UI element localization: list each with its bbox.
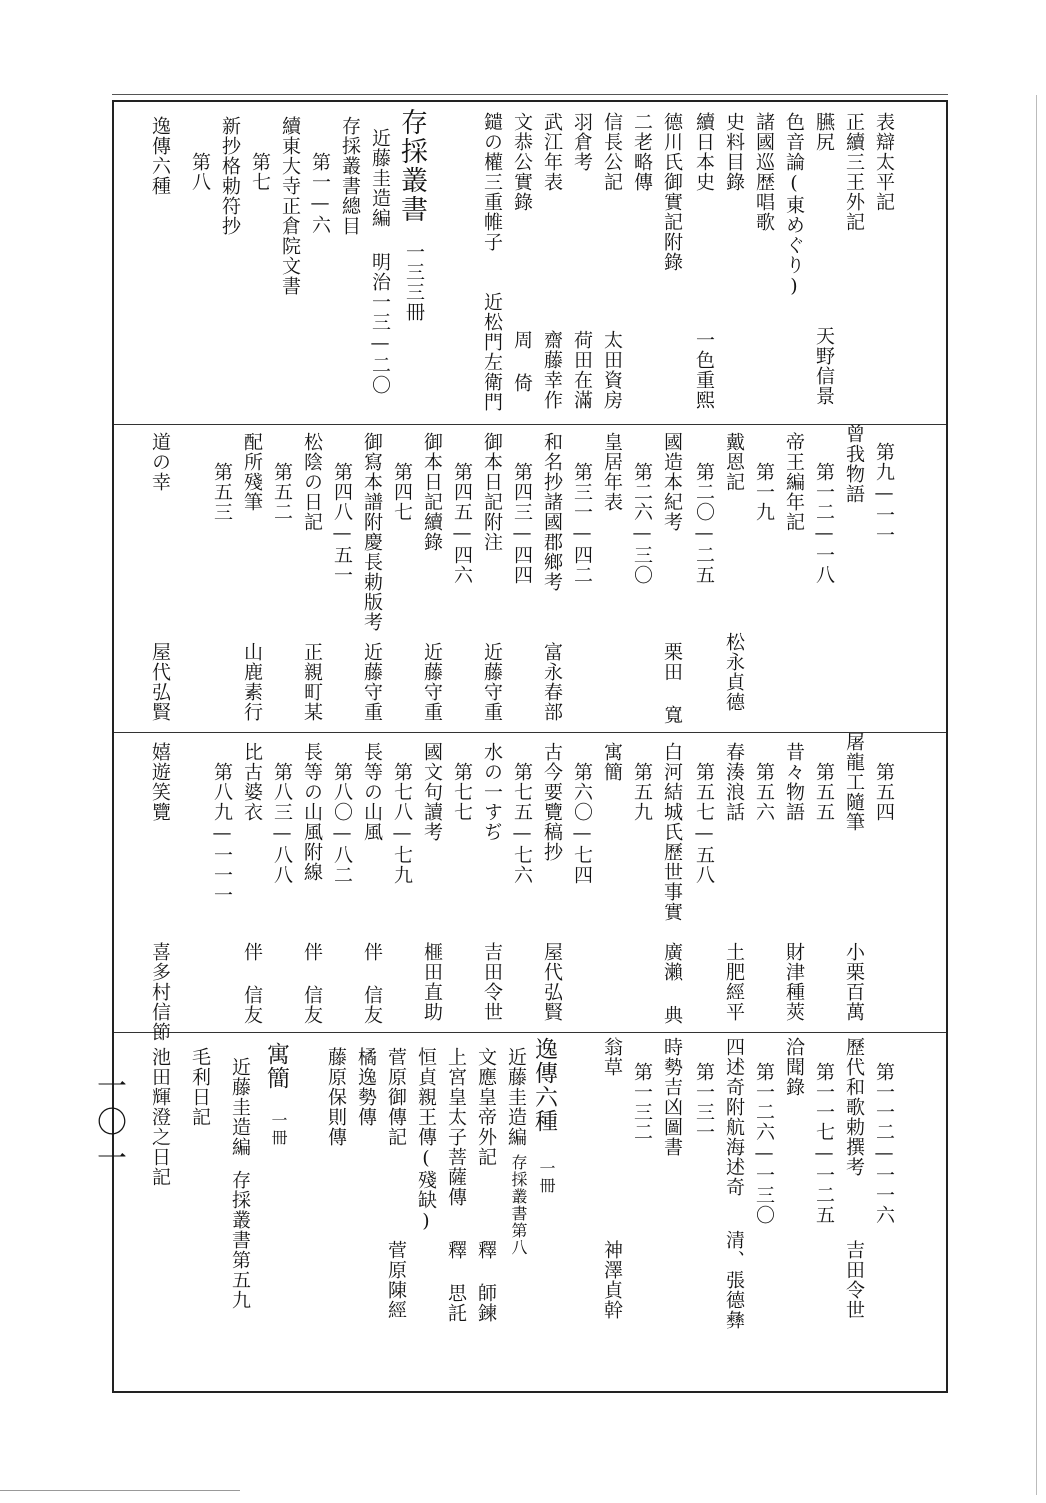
band3-entry: 第五七—五八 [693,762,715,885]
band2-entry: 曾我物語 [843,424,865,504]
band2-author: 松永貞德 [723,632,745,712]
band4-entry: 第一三一 [693,1062,715,1142]
band3-entry: 寓簡 [601,742,623,782]
band2-entry: 和名抄諸國郡鄉考 [541,432,563,592]
band3-entry: 嬉遊笑覽 [149,742,171,822]
band3-author: 小栗百萬 [843,942,865,1022]
top-rule [112,94,948,95]
band4-entry: 菅原御傳記 [385,1047,407,1147]
band1-entry: 近藤圭造編 [369,128,391,228]
band3-author: 伴 信友 [301,942,323,1025]
band1-entry: 武江年表 [541,112,563,192]
volume-count: 一冊 [269,1112,288,1146]
band3-author: 伴 信友 [361,942,383,1025]
band4-entry: 歷代和歌勅撰考 [843,1037,865,1177]
band3-entry: 國文句讀考 [421,742,443,842]
band2-entry: 戴恩記 [723,432,745,492]
band3-author: 土肥經平 [723,942,745,1022]
band1-entry: 文恭公實錄 [511,112,533,212]
band-separator [114,732,946,733]
band2-entry: 第四八—五一 [331,462,353,585]
band3-author: 吉田令世 [481,942,503,1022]
band2-entry: 第一二—一八 [813,462,835,585]
band4-entry: 毛利日記 [189,1047,211,1127]
band1-entry: 第七 [249,152,271,192]
band4-entry: 橘逸勢傳 [355,1047,377,1127]
band3-entry: 第五六 [753,762,775,822]
band4-entry: 近藤圭造編 [505,1047,527,1147]
band-separator [114,424,946,425]
band4-author: 神澤貞幹 [601,1240,623,1320]
series-title: 存採叢書 [396,108,427,224]
band2-entry: 第九—一一 [873,442,895,545]
band1-entry: 史料目錄 [723,112,745,192]
band2-entry: 道の幸 [149,432,171,492]
band4-author: 清、張德彝 [723,1230,745,1330]
band1-author: 齋藤幸作 [541,330,563,410]
band3-entry: 屠龍工隨筆 [843,732,865,832]
band3-entry: 長等の山風 [361,742,383,842]
band1-entry: 第八 [189,152,211,192]
band2-author: 近藤守重 [481,642,503,722]
band4-author: 吉田令世 [843,1240,865,1320]
band2-entry: 第三一—四二 [571,462,593,585]
band4-entry: 藤原保則傳 [325,1047,347,1147]
band2-entry: 第一九 [753,462,775,522]
bottom-edge-line [0,1490,240,1491]
band1-entry: 明治一三—二〇 [369,252,391,395]
band2-author: 栗田 寬 [661,642,683,725]
band4-author: 釋 師鍊 [475,1240,497,1323]
band1-author: 天野信景 [813,326,835,406]
volume-count: 一冊 [537,1160,556,1194]
band4-entry: 第一二六—一三〇 [753,1062,775,1225]
band1-author: 周 倚 [511,330,533,393]
band3-entry: 第八〇—八二 [331,762,353,885]
band3-entry: 第八三—八八 [271,762,293,885]
band3-entry: 比古婆衣 [241,742,263,822]
page-frame [112,100,948,1393]
band1-entry: 新抄格勅符抄 [219,116,241,236]
band4-entry: 上宮皇太子菩薩傳 [445,1047,467,1207]
band3-entry: 第五五 [813,762,835,822]
band1-entry: 信長公記 [601,112,623,192]
band3-entry: 長等の山風附線 [301,742,323,882]
band3-entry: 第五九 [631,762,653,822]
band2-entry: 皇居年表 [601,432,623,512]
band2-entry: 國造本紀考 [661,432,683,532]
band2-entry: 第五二 [271,462,293,522]
band1-author: 一色重熙 [693,330,715,410]
band3-entry: 水の一すぢ [481,742,503,842]
subseries-title: 寓簡 [263,1042,289,1090]
subseries-title: 逸傳六種 [531,1037,557,1133]
band2-entry: 御本日記附注 [481,432,503,552]
band4-entry: 存採叢書第五九 [229,1170,251,1310]
band2-entry: 第二〇—二五 [693,462,715,585]
band-separator [114,1032,946,1033]
band2-entry: 松陰の日記 [301,432,323,532]
band3-author: 喜多村信節 [149,942,171,1042]
band4-entry: 第一三二 [631,1062,653,1142]
band1-entry: 鑓の權三重帷子 [481,112,503,252]
band2-author: 近藤守重 [361,642,383,722]
band4-entry: 洽聞錄 [783,1037,805,1097]
band3-entry: 第七五—七六 [511,762,533,885]
band1-entry: 續東大寺正倉院文書 [279,116,301,296]
band3-entry: 古今要覽稿抄 [541,742,563,862]
band4-entry: 存採叢書第八 [509,1154,528,1256]
band1-author: 近松門左衛門 [481,292,503,412]
band1-entry: 二老略傳 [631,112,653,192]
band4-entry: 第一一七—一二五 [813,1062,835,1225]
band2-entry: 帝王編年記 [783,432,805,532]
band4-entry: 文應皇帝外記 [475,1047,497,1167]
page-number: 一〇一 [91,1070,126,1178]
band1-entry: 存採叢書總目 [339,116,361,236]
band2-entry: 第四三—四四 [511,462,533,585]
band3-entry: 昔々物語 [783,742,805,822]
band1-author: 太田資房 [601,330,623,410]
right-edge-line [1036,95,1037,1495]
band2-entry: 第五三 [211,462,233,522]
band4-entry: 恒貞親王傳(殘缺) [415,1047,437,1233]
band3-author: 財津種莢 [783,942,805,1022]
band2-entry: 第二六—三〇 [631,462,653,585]
band3-author: 屋代弘賢 [541,942,563,1022]
band2-entry: 御本日記續錄 [421,432,443,552]
band4-entry: 池田輝澄之日記 [149,1047,171,1187]
band2-entry: 第四五—四六 [451,462,473,585]
band1-entry: 第一—六 [309,152,331,235]
band3-entry: 第五四 [873,762,895,822]
band3-author: 伴 信友 [241,942,263,1025]
band3-entry: 春湊浪話 [723,742,745,822]
band3-entry: 第七八—七九 [391,762,413,885]
band2-author: 山鹿素行 [241,642,263,722]
band1-entry: 臙尻 [813,112,835,152]
band3-entry: 第八九—一一一 [211,762,233,905]
band1-entry: 表辯太平記 [873,112,895,212]
band1-entry: 一三三冊 [403,242,425,322]
band1-entry: 諸國巡歴唱歌 [753,112,775,232]
band1-entry: 逸傳六種 [149,116,171,196]
band4-author: 菅原陳經 [385,1240,407,1320]
band4-entry: 第一一二—一一六 [873,1062,895,1225]
band2-author: 富永春部 [541,642,563,722]
band4-entry: 近藤圭造編 [229,1057,251,1157]
band3-author: 廣瀨 典 [661,942,683,1025]
band2-author: 近藤守重 [421,642,443,722]
band3-entry: 第六〇—七四 [571,762,593,885]
band2-entry: 配所殘筆 [241,432,263,512]
band1-entry: 德川氏御實記附錄 [661,112,683,272]
band4-entry: 四述奇附航海述奇 [723,1037,745,1197]
band1-entry: 續日本史 [693,112,715,192]
band2-author: 正親町某 [301,642,323,722]
band4-entry: 翁草 [601,1037,623,1077]
band4-entry: 時勢吉凶圖書 [661,1037,683,1157]
band1-entry: 色音論(東めぐり) [783,112,805,298]
band4-author: 釋 思託 [445,1240,467,1323]
band2-author: 屋代弘賢 [149,642,171,722]
band3-author: 榧田直助 [421,942,443,1022]
band1-entry: 羽倉考 [571,112,593,172]
band2-entry: 第四七 [391,462,413,522]
band1-entry: 正續三王外記 [843,112,865,232]
band3-entry: 第七七 [451,762,473,822]
band1-author: 荷田在滿 [571,330,593,410]
band3-entry: 白河結城氏歷世事實 [661,742,683,922]
band2-entry: 御寫本譜附慶長勅版考 [361,432,383,632]
